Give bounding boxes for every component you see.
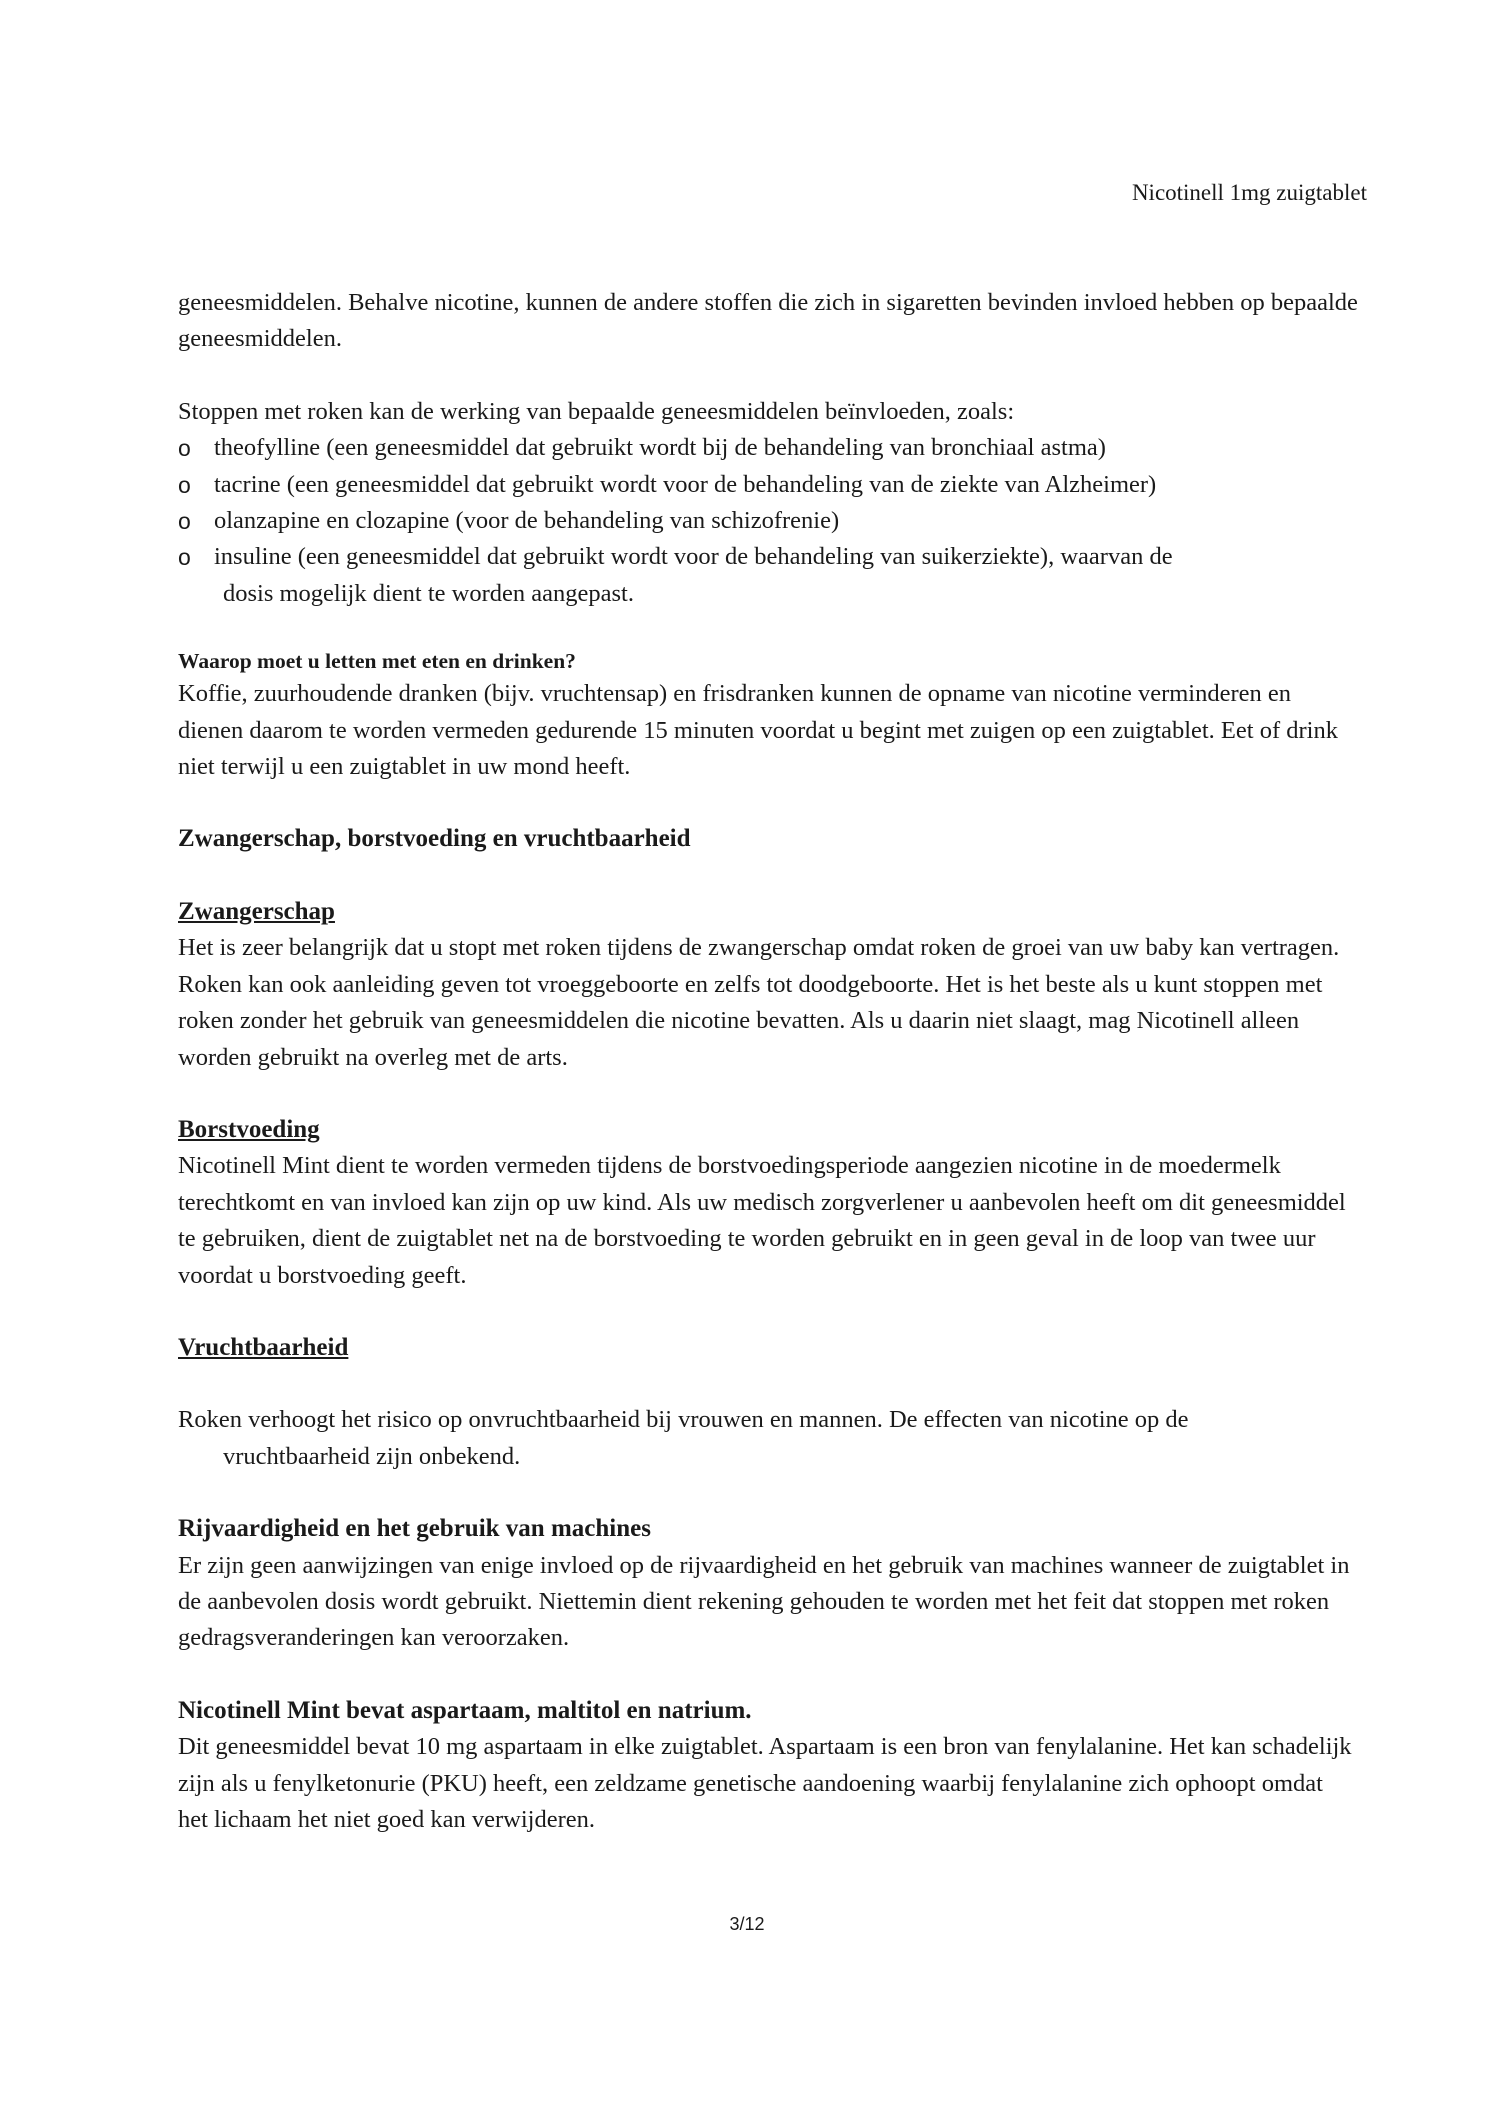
- borstvoeding-heading: Borstvoeding: [178, 1115, 320, 1143]
- rijvaardigheid-paragraph: Er zijn geen aanwijzingen van enige invloed op de rijvaardigheid en het gebruik van machines wanneer de zuigtablet in de aanbevolen dosis wordt gebruikt. Niettemin dient rekening gehouden te worden met het feit dat stoppen met roken gedragsveranderingen kan veroorzaken.: [178, 1551, 1350, 1652]
- list-item: [178, 467, 1358, 503]
- page-header: Nicotinell 1mg zuigtablet: [1131, 180, 1367, 205]
- list-item: [178, 503, 1358, 539]
- bullet-marker: o: [178, 544, 191, 571]
- zwangerschap-section-heading: Zwangerschap, borstvoeding en vruchtbaarheid: [178, 825, 691, 853]
- list-item: [178, 430, 1358, 466]
- rijvaardigheid-heading: Rijvaardigheid en het gebruik van machines: [178, 1515, 651, 1543]
- zwangerschap-paragraph: Het is zeer belangrijk dat u stopt met roken tijdens de zwangerschap omdat roken de groei van uw baby kan vertragen. Roken kan ook aanleiding geven tot vroeggeboorte en zelfs tot doodgeboorte. Het is het beste als u kunt stoppen met roken zonder het gebruik van geneesmiddelen die nicotine bevatten. Als u daarin niet slaagt, mag Nicotinell alleen worden gebruikt na overleg met de arts.: [178, 934, 1340, 1071]
- list-item-text: theofylline (een geneesmiddel dat gebruikt wordt bij de behandeling van bronchiaal astma): [214, 434, 1106, 462]
- list-item-text: olanzapine en clozapine (voor de behandeling van schizofrenie): [214, 507, 840, 535]
- list-item-text: tacrine (een geneesmiddel dat gebruikt wordt voor de behandeling van de ziekte van Alzheimer): [214, 470, 1157, 498]
- eten-heading: Waarop moet u letten met eten en drinken?: [178, 649, 576, 674]
- vruchtbaarheid-line-2: vruchtbaarheid zijn onbekend.: [223, 1442, 521, 1470]
- intro-paragraph: geneesmiddelen. Behalve nicotine, kunnen de andere stoffen die zich in sigaretten bevinden invloed hebben op bepaalde geneesmiddelen.: [178, 289, 1358, 353]
- list-item-text: insuline (een geneesmiddel dat gebruikt wordt voor de behandeling van suikerziekte), waarvan de: [214, 543, 1173, 571]
- bullet-marker: o: [178, 435, 191, 462]
- medication-list: [178, 430, 1358, 612]
- bullet-marker: o: [178, 471, 191, 498]
- page-number: 3/12: [729, 1914, 765, 1934]
- vruchtbaarheid-line-1: Roken verhoogt het risico op onvruchtbaarheid bij vrouwen en mannen. De effecten van nicotine op de: [178, 1406, 1189, 1434]
- page-content: [178, 285, 1358, 1838]
- stoppen-paragraph: Stoppen met roken kan de werking van bepaalde geneesmiddelen beïnvloeden, zoals:: [178, 397, 1015, 425]
- zwangerschap-heading: Zwangerschap: [178, 897, 335, 925]
- bullet-marker: o: [178, 508, 191, 535]
- mint-heading: Nicotinell Mint bevat aspartaam, maltitol en natrium.: [178, 1696, 752, 1724]
- list-item: [178, 539, 1358, 612]
- eten-paragraph: Koffie, zuurhoudende dranken (bijv. vruchtensap) en frisdranken kunnen de opname van nicotine verminderen en dienen daarom te worden vermeden gedurende 15 minuten voordat u begint met zuigen op een zuigtablet. Eet of drink niet terwijl u een zuigtablet in uw mond heeft.: [178, 680, 1338, 781]
- mint-paragraph: Dit geneesmiddel bevat 10 mg aspartaam in elke zuigtablet. Aspartaam is een bron van fenylalanine. Het kan schadelijk zijn als u fenylketonurie (PKU) heeft, een zeldzame genetische aandoening waarbij fenylalanine zich ophoopt omdat het lichaam het niet goed kan verwijderen.: [178, 1733, 1352, 1833]
- list-item-continuation: dosis mogelijk dient te worden aangepast.: [223, 579, 634, 607]
- vruchtbaarheid-paragraph: [178, 1402, 1358, 1475]
- borstvoeding-paragraph: Nicotinell Mint dient te worden vermeden tijdens de borstvoedingsperiode aangezien nicotine in de moedermelk terechtkomt en van invloed kan zijn op uw kind. Als uw medisch zorgverlener u aanbevolen heeft om dit geneesmiddel te gebruiken, dient de zuigtablet net na de borstvoeding te worden gebruikt en in geen geval in de loop van twee uur voordat u borstvoeding geeft.: [178, 1152, 1346, 1289]
- vruchtbaarheid-heading: Vruchtbaarheid: [178, 1333, 349, 1361]
